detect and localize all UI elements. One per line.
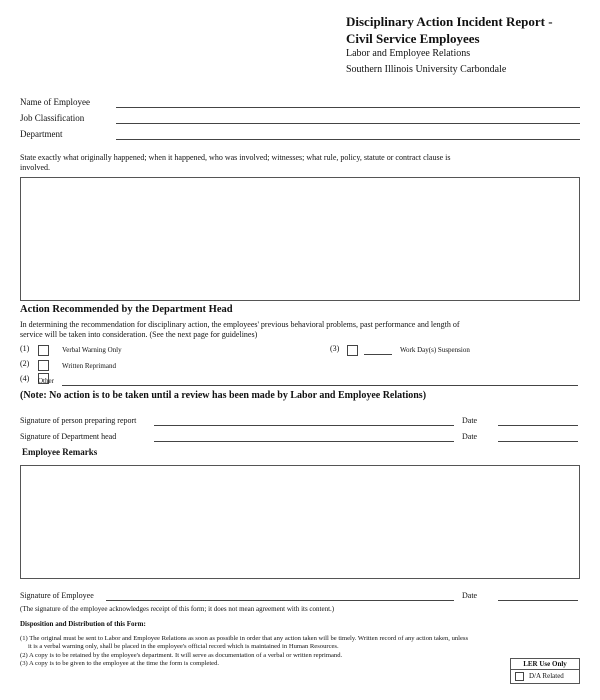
department-field[interactable] bbox=[116, 139, 580, 140]
distribution-item-2: (2) A copy is to be retained by the employee's department. It will serve as documentation of a verbal or written reprimand. bbox=[20, 652, 343, 659]
job-classification-field[interactable] bbox=[116, 123, 580, 124]
employee-acknowledgement: (The signature of the employee acknowledges receipt of this form; it does not mean agreement with its content.) bbox=[20, 605, 335, 613]
employee-remarks-textarea[interactable] bbox=[20, 465, 580, 579]
department-label: Department bbox=[20, 129, 63, 139]
other-label: Other bbox=[38, 377, 54, 385]
distribution-item-1-line-1: (1) The original must be sent to Labor and Employee Relations as soon as possible in order that any action taken will be timely. Written record of any action taken, unless bbox=[20, 635, 469, 642]
title-line-2: Civil Service Employees bbox=[346, 31, 480, 46]
ler-box-title: LER Use Only bbox=[511, 659, 579, 670]
employee-date-label: Date bbox=[462, 591, 478, 600]
preparer-date-field[interactable] bbox=[498, 425, 578, 426]
incident-prompt-line-2: involved. bbox=[20, 163, 50, 172]
option-4-number: (4) bbox=[20, 374, 30, 383]
suspension-label: Work Day(s) Suspension bbox=[400, 346, 470, 354]
preparer-signature-label: Signature of person preparing report bbox=[20, 416, 137, 425]
suspension-days-field[interactable] bbox=[364, 354, 392, 355]
title-line-1: Disciplinary Action Incident Report - bbox=[346, 14, 553, 29]
dept-head-signature-label: Signature of Department head bbox=[20, 432, 117, 441]
department-subtitle: Labor and Employee Relations bbox=[346, 48, 471, 59]
job-classification-label: Job Classification bbox=[20, 113, 85, 123]
employee-signature-field[interactable] bbox=[106, 600, 454, 601]
verbal-warning-checkbox[interactable] bbox=[38, 345, 49, 356]
preparer-signature-field[interactable] bbox=[154, 425, 454, 426]
ler-use-only-box bbox=[510, 658, 580, 684]
distribution-heading: Disposition and Distribution of this Form: bbox=[20, 620, 146, 628]
dept-head-date-label: Date bbox=[462, 432, 478, 441]
da-related-label: D/A Related bbox=[529, 672, 564, 680]
review-note: (Note: No action is to be taken until a review has been made by Labor and Employee Relations) bbox=[20, 390, 427, 401]
employee-remarks-heading: Employee Remarks bbox=[22, 447, 98, 457]
action-intro-line-2: service will be taken into consideration. (See the next page for guidelines) bbox=[20, 330, 258, 339]
employee-date-field[interactable] bbox=[498, 600, 578, 601]
written-reprimand-label: Written Reprimand bbox=[62, 362, 116, 370]
dept-head-date-field[interactable] bbox=[498, 441, 578, 442]
action-intro-line-1: In determining the recommendation for disciplinary action, the employees' previous behavioral problems, past performance and length of bbox=[20, 320, 460, 329]
distribution-item-1-line-2: it is a verbal warning only, shall be placed in the employee's official record which is maintained in Human Resources. bbox=[28, 643, 339, 650]
other-field[interactable] bbox=[62, 385, 578, 386]
name-of-employee-field[interactable] bbox=[116, 107, 580, 108]
verbal-warning-label: Verbal Warning Only bbox=[62, 346, 122, 354]
written-reprimand-checkbox[interactable] bbox=[38, 360, 49, 371]
employee-signature-label: Signature of Employee bbox=[20, 591, 94, 600]
dept-head-signature-field[interactable] bbox=[154, 441, 454, 442]
incident-prompt-line-1: State exactly what originally happened; when it happened, who was involved; witnesses; what rule, policy, statute or contract clause is bbox=[20, 153, 451, 162]
preparer-date-label: Date bbox=[462, 416, 478, 425]
da-related-checkbox[interactable] bbox=[515, 672, 524, 681]
university-subtitle: Southern Illinois University Carbondale bbox=[346, 64, 507, 75]
option-2-number: (2) bbox=[20, 359, 30, 368]
name-of-employee-label: Name of Employee bbox=[20, 97, 90, 107]
distribution-item-3: (3) A copy is to be given to the employee at the time the form is completed. bbox=[20, 660, 220, 667]
incident-description-textarea[interactable] bbox=[20, 177, 580, 301]
suspension-checkbox[interactable] bbox=[347, 345, 358, 356]
action-heading: Action Recommended by the Department Head bbox=[20, 304, 233, 315]
option-1-number: (1) bbox=[20, 344, 30, 353]
option-3-number: (3) bbox=[330, 344, 340, 353]
